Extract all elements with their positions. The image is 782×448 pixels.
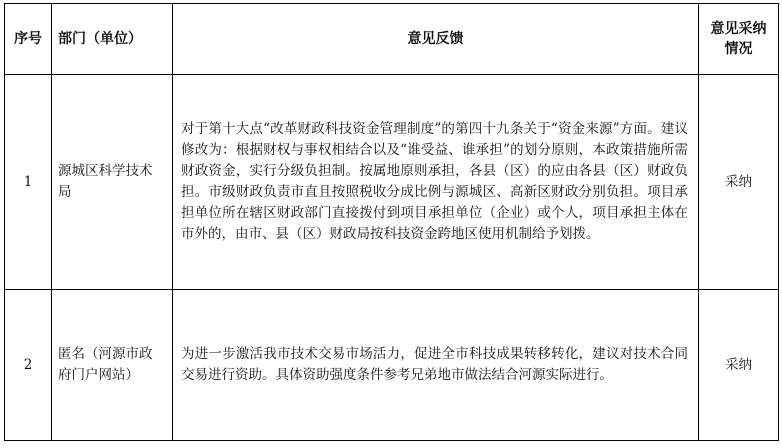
header-status-line2: 情况 <box>724 41 753 57</box>
row-feedback: 对于第十大点“改革财政科技资金管理制度”的第四十九条关于“资金来源”方面。建议修改为：根据财权与事权相结合以及“谁受益、谁承担”的划分原则，本政策措施所需财政资金，实行分级负担制。按属地原则承担，各县（区）的应由各县（区）财政负担。市级财政负责市直且按照税收分成比例与源城区、高新区财政分别负担。项目承担单位所在辖区财政部门直接拨付到项目承担单位（企业）或个人，项目承担主体在市外的，由市、县（区）财政局按科技资金跨地区使用机制给予划拨。 <box>173 75 699 290</box>
row-department: 匿名（河源市政府门户网站） <box>52 290 173 441</box>
row-feedback: 为进一步激活我市技术交易市场活力，促进全市科技成果转移转化，建议对技术合同交易进行资助。具体资助强度条件参考兄弟地市做法结合河源实际进行。 <box>173 290 699 441</box>
header-row <box>5 4 779 75</box>
feedback-table <box>4 3 779 441</box>
header-dept: 部门（单位） <box>52 4 173 75</box>
row-department: 源城区科学技术局 <box>52 75 173 290</box>
table-row <box>5 290 779 441</box>
row-number: 1 <box>5 75 52 290</box>
row-number: 2 <box>5 290 52 441</box>
header-no: 序号 <box>5 4 52 75</box>
header-status-line1: 意见采纳 <box>710 21 767 37</box>
row-status: 采纳 <box>699 290 779 441</box>
header-status <box>699 4 779 75</box>
header-content: 意见反馈 <box>173 4 699 75</box>
row-status: 采纳 <box>699 75 779 290</box>
table-row <box>5 75 779 290</box>
